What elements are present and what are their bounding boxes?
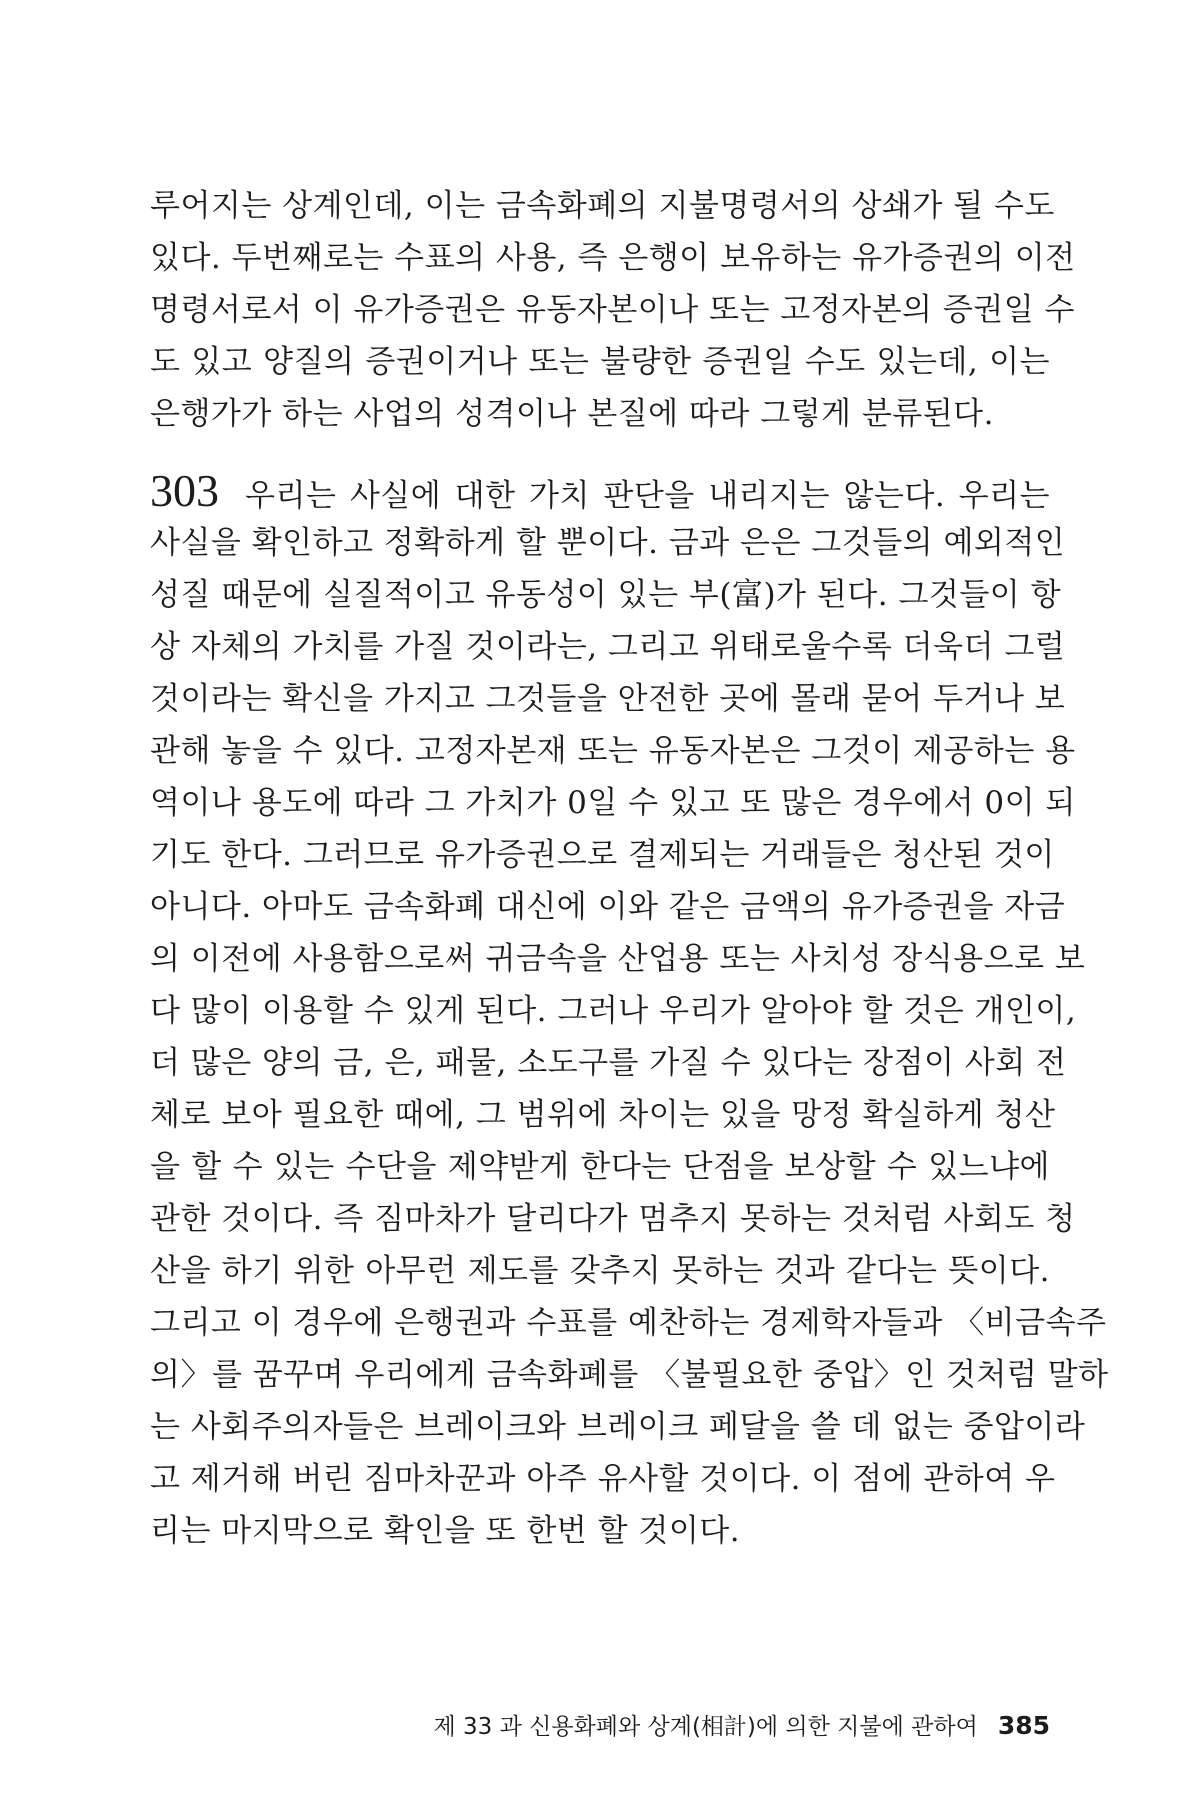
paragraph-first-line [150, 465, 1050, 517]
text-line: 리는 마지막으로 확인을 또 한번 할 것이다. [150, 1513, 741, 1549]
running-footer [150, 1710, 1050, 1743]
text-line: 사실을 확인하고 정확하게 할 뿐이다. 금과 은은 그것들의 예외적인 [150, 525, 1066, 561]
text-line: 것이라는 확신을 가지고 그것들을 안전한 곳에 몰래 묻어 두거나 보 [150, 681, 1066, 717]
text-line: 역이나 용도에 따라 그 가치가 0일 수 있고 또 많은 경우에서 0이 되 [150, 785, 1076, 821]
text-line: 다 많이 이용할 수 있게 된다. 그러나 우리가 알아야 할 것은 개인이, [150, 993, 1077, 1029]
book-page [150, 180, 1109, 1740]
chapter-title: 제 33 과 신용화폐와 상계(相計)에 의한 지불에 관하여 [433, 1714, 978, 1740]
text-line: 도 있고 양질의 증권이거나 또는 불량한 증권일 수도 있는데, 이는 [150, 344, 1050, 380]
text-line: 루어지는 상계인데, 이는 금속화폐의 지불명령서의 상쇄가 될 수도 [150, 188, 1055, 224]
text-line: 의 이전에 사용함으로써 귀금속을 산업용 또는 사치성 장식용으로 보 [150, 941, 1086, 977]
text-line: 명령서로서 이 유가증권은 유동자본이나 또는 고정자본의 증권일 수 [150, 292, 1075, 328]
page-number: 385 [997, 1711, 1050, 1740]
text-line: 더 많은 양의 금, 은, 패물, 소도구를 가질 수 있다는 장점이 사회 전 [150, 1045, 1067, 1081]
text-line: 성질 때문에 실질적이고 유동성이 있는 부(富)가 된다. 그것들이 항 [150, 577, 1062, 613]
text-line: 관한 것이다. 즉 짐마차가 달리다가 멈추지 못하는 것처럼 사회도 청 [150, 1201, 1076, 1237]
text-line: 은행가가 하는 사업의 성격이나 본질에 따라 그렇게 분류된다. [150, 396, 994, 432]
section-number: 303 [150, 465, 219, 516]
text-line: 체로 보아 필요한 때에, 그 범위에 차이는 있을 망정 확실하게 청산 [150, 1097, 1056, 1133]
text-line: 을 할 수 있는 수단을 제약받게 한다는 단점을 보상할 수 있느냐에 [150, 1149, 1050, 1185]
text-line: 아니다. 아마도 금속화폐 대신에 이와 같은 금액의 유가증권을 자금 [150, 889, 1066, 925]
paragraph-1 [150, 180, 1076, 440]
text-line: 고 제거해 버린 짐마차꾼과 아주 유사할 것이다. 이 점에 관하여 우 [150, 1461, 1056, 1497]
text-line: 산을 하기 위한 아무런 제도를 갖추지 못하는 것과 같다는 뜻이다. [150, 1253, 1050, 1289]
text-line: 관해 놓을 수 있다. 고정자본재 또는 유동자본은 그것이 제공하는 용 [150, 733, 1076, 769]
paragraph-303 [150, 465, 1109, 1557]
text-line: 있다. 두번째로는 수표의 사용, 즉 은행이 보유하는 유가증권의 이전 [150, 240, 1076, 276]
text-line: 상 자체의 가치를 가질 것이라는, 그리고 위태로울수록 더욱더 그럴 [150, 629, 1066, 665]
text-line: 기도 한다. 그러므로 유가증권으로 결제되는 거래들은 청산된 것이 [150, 837, 1055, 873]
text-line: 의〉를 꿈꾸며 우리에게 금속화폐를 〈불필요한 중압〉인 것처럼 말하 [150, 1357, 1109, 1393]
text-line: 우리는 사실에 대한 가치 판단을 내리지는 않는다. 우리는 [245, 478, 1050, 514]
text-line: 그리고 이 경우에 은행권과 수표를 예찬하는 경제학자들과 〈비금속주 [150, 1305, 1107, 1341]
text-line: 는 사회주의자들은 브레이크와 브레이크 페달을 쓸 데 없는 중압이라 [150, 1409, 1086, 1445]
